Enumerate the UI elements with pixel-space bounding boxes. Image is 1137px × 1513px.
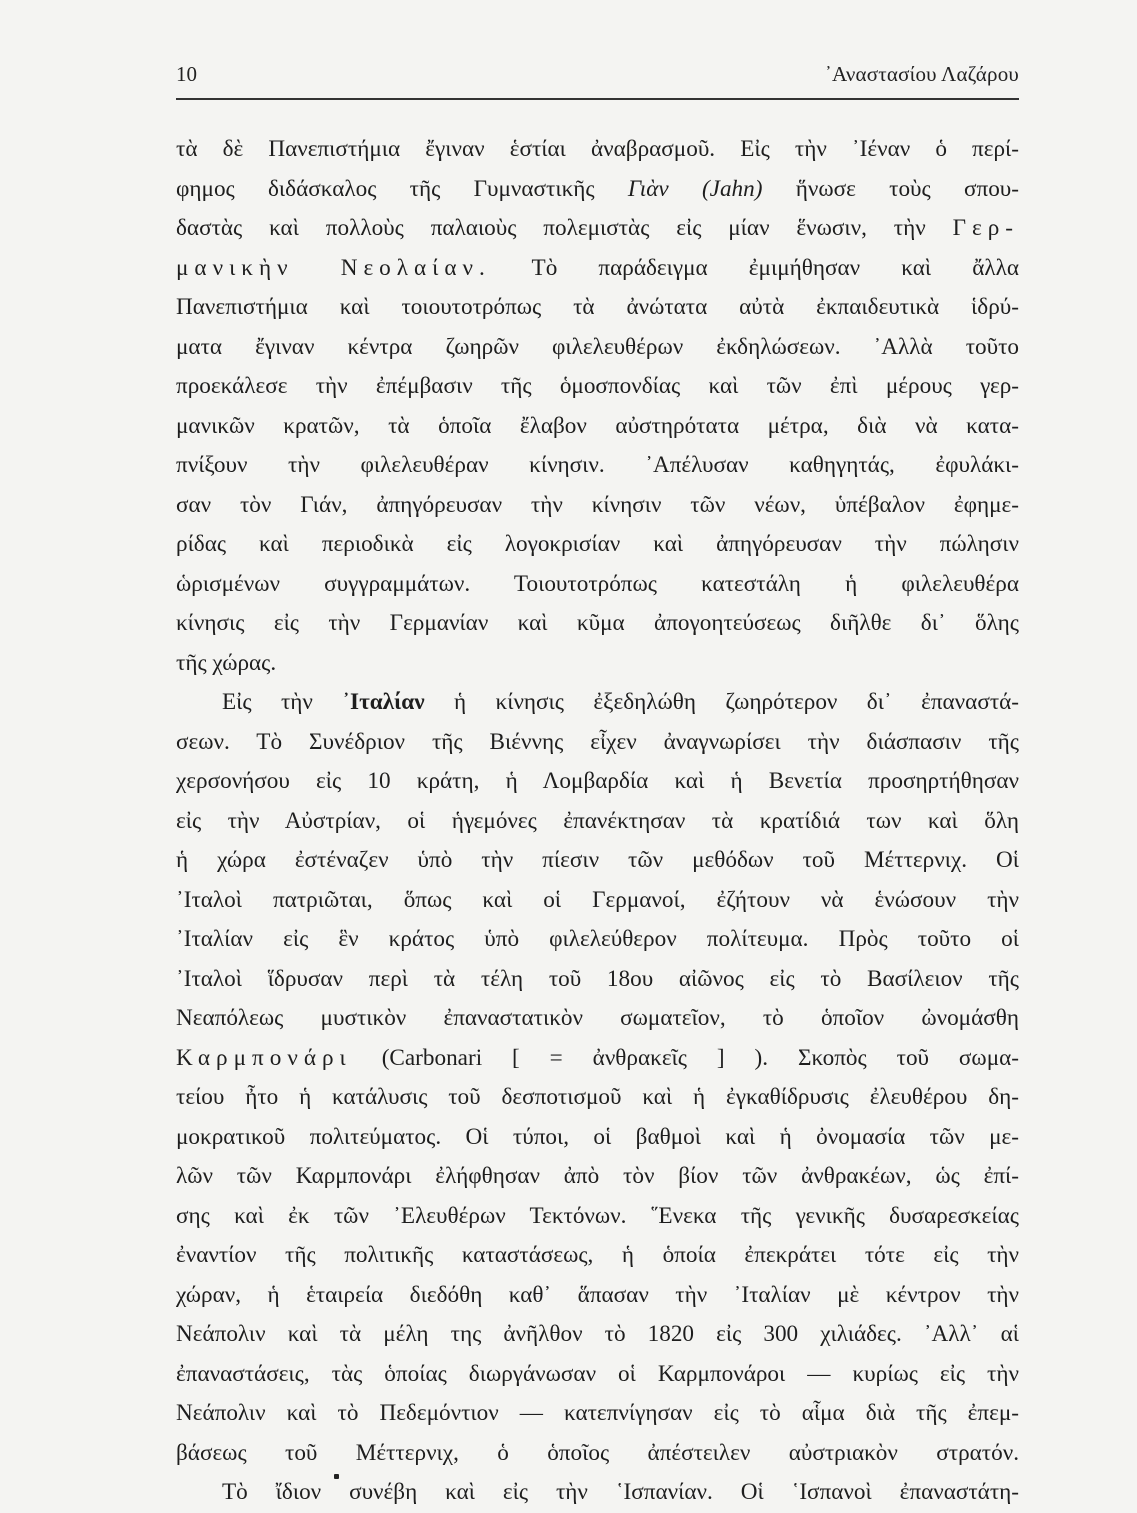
text-run: δαστὰς καὶ πολλοὺς παλαιοὺς πολεμιστὰς εἰς μίαν ἕνωσιν, τὴν	[176, 215, 953, 241]
text-run: Εἰς τὴν	[222, 689, 343, 715]
text-run: μανικῶν κρατῶν, τὰ ὁποῖα ἔλαβον αὐστηρότατα μέτρα, διὰ νὰ κατα-	[176, 412, 1019, 439]
text-line	[176, 1197, 1019, 1237]
running-head	[176, 62, 1019, 96]
text-line	[176, 407, 1019, 447]
text-run: Τὸ παράδειγμα ἐμιμήθησαν καὶ ἄλλα	[490, 254, 1019, 281]
text-line	[176, 1315, 1019, 1355]
text-line	[176, 1118, 1019, 1158]
text-run: ᾿Ιταλοὶ ἵδρυσαν περὶ τὰ τέλη τοῦ 18ου αἰῶνος εἰς τὸ Βασίλειον τῆς	[176, 965, 1019, 992]
text-run-bold: ᾿Ιταλίαν	[342, 689, 425, 715]
text-run: ἐπαναστάσεις, τὰς ὁποίας διωργάνωσαν οἱ Καρμπονάροι — κυρίως εἰς τὴν	[176, 1360, 1019, 1387]
text-line	[176, 1039, 1019, 1079]
text-line	[176, 999, 1019, 1039]
text-run: λῶν τῶν Καρμπονάρι ἐλήφθησαν ἀπὸ τὸν βίον τῶν ἀνθρακέων, ὡς ἐπί-	[176, 1163, 1019, 1189]
text-run: ἡ χώρα ἐστέναζεν ὑπὸ τὴν πίεσιν τῶν μεθόδων τοῦ Μέττερνιχ. Οἱ	[176, 847, 1019, 873]
text-run: ἐναντίον τῆς πολιτικῆς καταστάσεως, ἡ ὁποία ἐπεκράτει τότε εἰς τὴν	[176, 1242, 1019, 1268]
text-line	[176, 565, 1019, 605]
text-run: ματα ἔγιναν κέντρα ζωηρῶν φιλελευθέρων ἐκδηλώσεων. ᾿Αλλὰ τοῦτο	[176, 333, 1019, 360]
text-line	[176, 841, 1019, 881]
text-line	[176, 683, 1019, 723]
text-line	[176, 644, 1019, 684]
text-line	[176, 249, 1019, 289]
text-line	[176, 446, 1019, 486]
text-line	[176, 288, 1019, 328]
text-line	[176, 209, 1019, 249]
text-run: σεων. Τὸ Συνέδριον τῆς Βιέννης εἶχεν ἀναγνωρίσει τὴν διάσπασιν τῆς	[176, 728, 1019, 755]
text-line	[176, 1236, 1019, 1276]
text-run-italic: Γιὰν (Jahn)	[627, 175, 763, 202]
text-run: ἡ κίνησις ἐξεδηλώθη ζωηρότερον δι᾿ ἐπαναστά-	[424, 689, 1020, 715]
text-line	[176, 723, 1019, 763]
text-line	[176, 1157, 1019, 1197]
text-run: ὡρισμένων συγγραμμάτων. Τοιουτοτρόπως κατεστάλη ἡ φιλελευθέρα	[176, 570, 1019, 597]
text-line	[176, 1276, 1019, 1316]
text-line	[176, 1078, 1019, 1118]
text-run-spaced: μανικὴν Νεολαίαν.	[176, 254, 491, 281]
text-line	[176, 367, 1019, 407]
text-run: ᾿Ιταλοὶ πατριῶται, ὅπως καὶ οἱ Γερμανοί, ἐζήτουν νὰ ἑνώσουν τὴν	[176, 886, 1019, 913]
text-run: τείου ἦτο ἡ κατάλυσις τοῦ δεσποτισμοῦ καὶ ἡ ἐγκαθίδρυσις ἐλευθέρου δη-	[176, 1084, 1019, 1110]
text-line	[176, 960, 1019, 1000]
text-run: ρίδας καὶ περιοδικὰ εἰς λογοκρισίαν καὶ ἀπηγόρευσαν τὴν πώλησιν	[176, 531, 1019, 557]
text-run: ᾿Ιταλίαν εἰς ἓν κράτος ὑπὸ φιλελεύθερον πολίτευμα. Πρὸς τοῦτο οἱ	[176, 926, 1019, 952]
text-run: Νεάπολιν καὶ τὸ Πεδεμόντιον — κατεπνίγησαν εἰς τὸ αἷμα διὰ τῆς ἐπεμ-	[176, 1400, 1019, 1426]
text-run: πνίξουν τὴν φιλελευθέραν κίνησιν. ᾿Απέλυσαν καθηγητάς, ἐφυλάκι-	[176, 452, 1019, 478]
text-run: (Carbonari [ = ἀνθρακεῖς ] ). Σκοπὸς τοῦ σωμα-	[351, 1044, 1019, 1071]
text-run: Πανεπιστήμια καὶ τοιουτοτρόπως τὰ ἀνώτατα αὐτὰ ἐκπαιδευτικὰ ἱδρύ-	[176, 294, 1019, 320]
text-run: τὰ δὲ Πανεπιστήμια ἔγιναν ἑστίαι ἀναβρασμοῦ. Εἰς τὴν ᾿Ιέναν ὁ περί-	[176, 136, 1019, 162]
text-run-spaced: Καρμπονάρι	[176, 1044, 352, 1071]
text-line	[176, 328, 1019, 368]
text-run: τῆς χώρας.	[176, 649, 277, 676]
text-line	[176, 762, 1019, 802]
text-run-spaced: Γερ-	[952, 215, 1019, 241]
text-run: χερσονήσου εἰς 10 κράτη, ἡ Λομβαρδία καὶ ἡ Βενετία προσηρτήθησαν	[176, 768, 1019, 794]
text-line	[176, 1355, 1019, 1395]
text-line	[176, 881, 1019, 921]
text-line	[176, 1394, 1019, 1434]
ink-speck	[334, 1474, 339, 1479]
text-line	[176, 920, 1019, 960]
text-line	[176, 170, 1019, 210]
text-run: βάσεως τοῦ Μέττερνιχ, ὁ ὁποῖος ἀπέστειλεν αὐστριακὸν στρατόν.	[176, 1439, 1019, 1466]
text-run: Νεάπολιν καὶ τὰ μέλη της ἀνῆλθον τὸ 1820 εἰς 300 χιλιάδες. ᾿Αλλ᾿ αἱ	[176, 1321, 1019, 1347]
running-head-author: ᾿Αναστασίου Λαζάρου	[824, 62, 1019, 86]
text-run: εἰς τὴν Αὐστρίαν, οἱ ἡγεμόνες ἐπανέκτησαν τὰ κρατίδιά των καὶ ὅλη	[176, 807, 1019, 834]
body-text	[176, 130, 1019, 1513]
text-run: σης καὶ ἐκ τῶν ᾿Ελευθέρων Τεκτόνων. ῞Ενεκα τῆς γενικῆς δυσαρεσκείας	[176, 1202, 1019, 1229]
text-line	[176, 604, 1019, 644]
text-line	[176, 130, 1019, 170]
text-line	[176, 802, 1019, 842]
text-line	[176, 486, 1019, 526]
text-run: προεκάλεσε τὴν ἐπέμβασιν τῆς ὁμοσπονδίας καὶ τῶν ἐπὶ μέρους γερ-	[176, 373, 1019, 399]
book-page	[176, 62, 1019, 1513]
text-run: μοκρατικοῦ πολιτεύματος. Οἱ τύποι, οἱ βαθμοὶ καὶ ἡ ὀνομασία τῶν με-	[176, 1123, 1019, 1150]
page-number: 10	[176, 62, 197, 86]
text-line	[176, 1473, 1019, 1513]
text-run: φημος διδάσκαλος τῆς Γυμναστικῆς	[176, 175, 628, 202]
text-run: Νεαπόλεως μυστικὸν ἐπαναστατικὸν σωματεῖον, τὸ ὁποῖον ὠνομάσθη	[176, 1005, 1019, 1031]
text-line	[176, 525, 1019, 565]
text-run: σαν τὸν Γιάν, ἀπηγόρευσαν τὴν κίνησιν τῶν νέων, ὑπέβαλον ἐφημε-	[176, 491, 1019, 518]
text-run: χώραν, ἡ ἑταιρεία διεδόθη καθ᾿ ἅπασαν τὴν ᾿Ιταλίαν μὲ κέντρον τὴν	[176, 1281, 1019, 1308]
text-run: κίνησις εἰς τὴν Γερμανίαν καὶ κῦμα ἀπογοητεύσεως διῆλθε δι᾿ ὅλης	[176, 610, 1019, 636]
text-run: Τὸ ἴδιον συνέβη καὶ εἰς τὴν ῾Ισπανίαν. Οἱ ῾Ισπανοὶ ἐπαναστάτη-	[222, 1479, 1019, 1505]
header-rule	[176, 98, 1019, 100]
text-run: ἥνωσε τοὺς σπου-	[762, 175, 1019, 202]
text-line	[176, 1434, 1019, 1474]
